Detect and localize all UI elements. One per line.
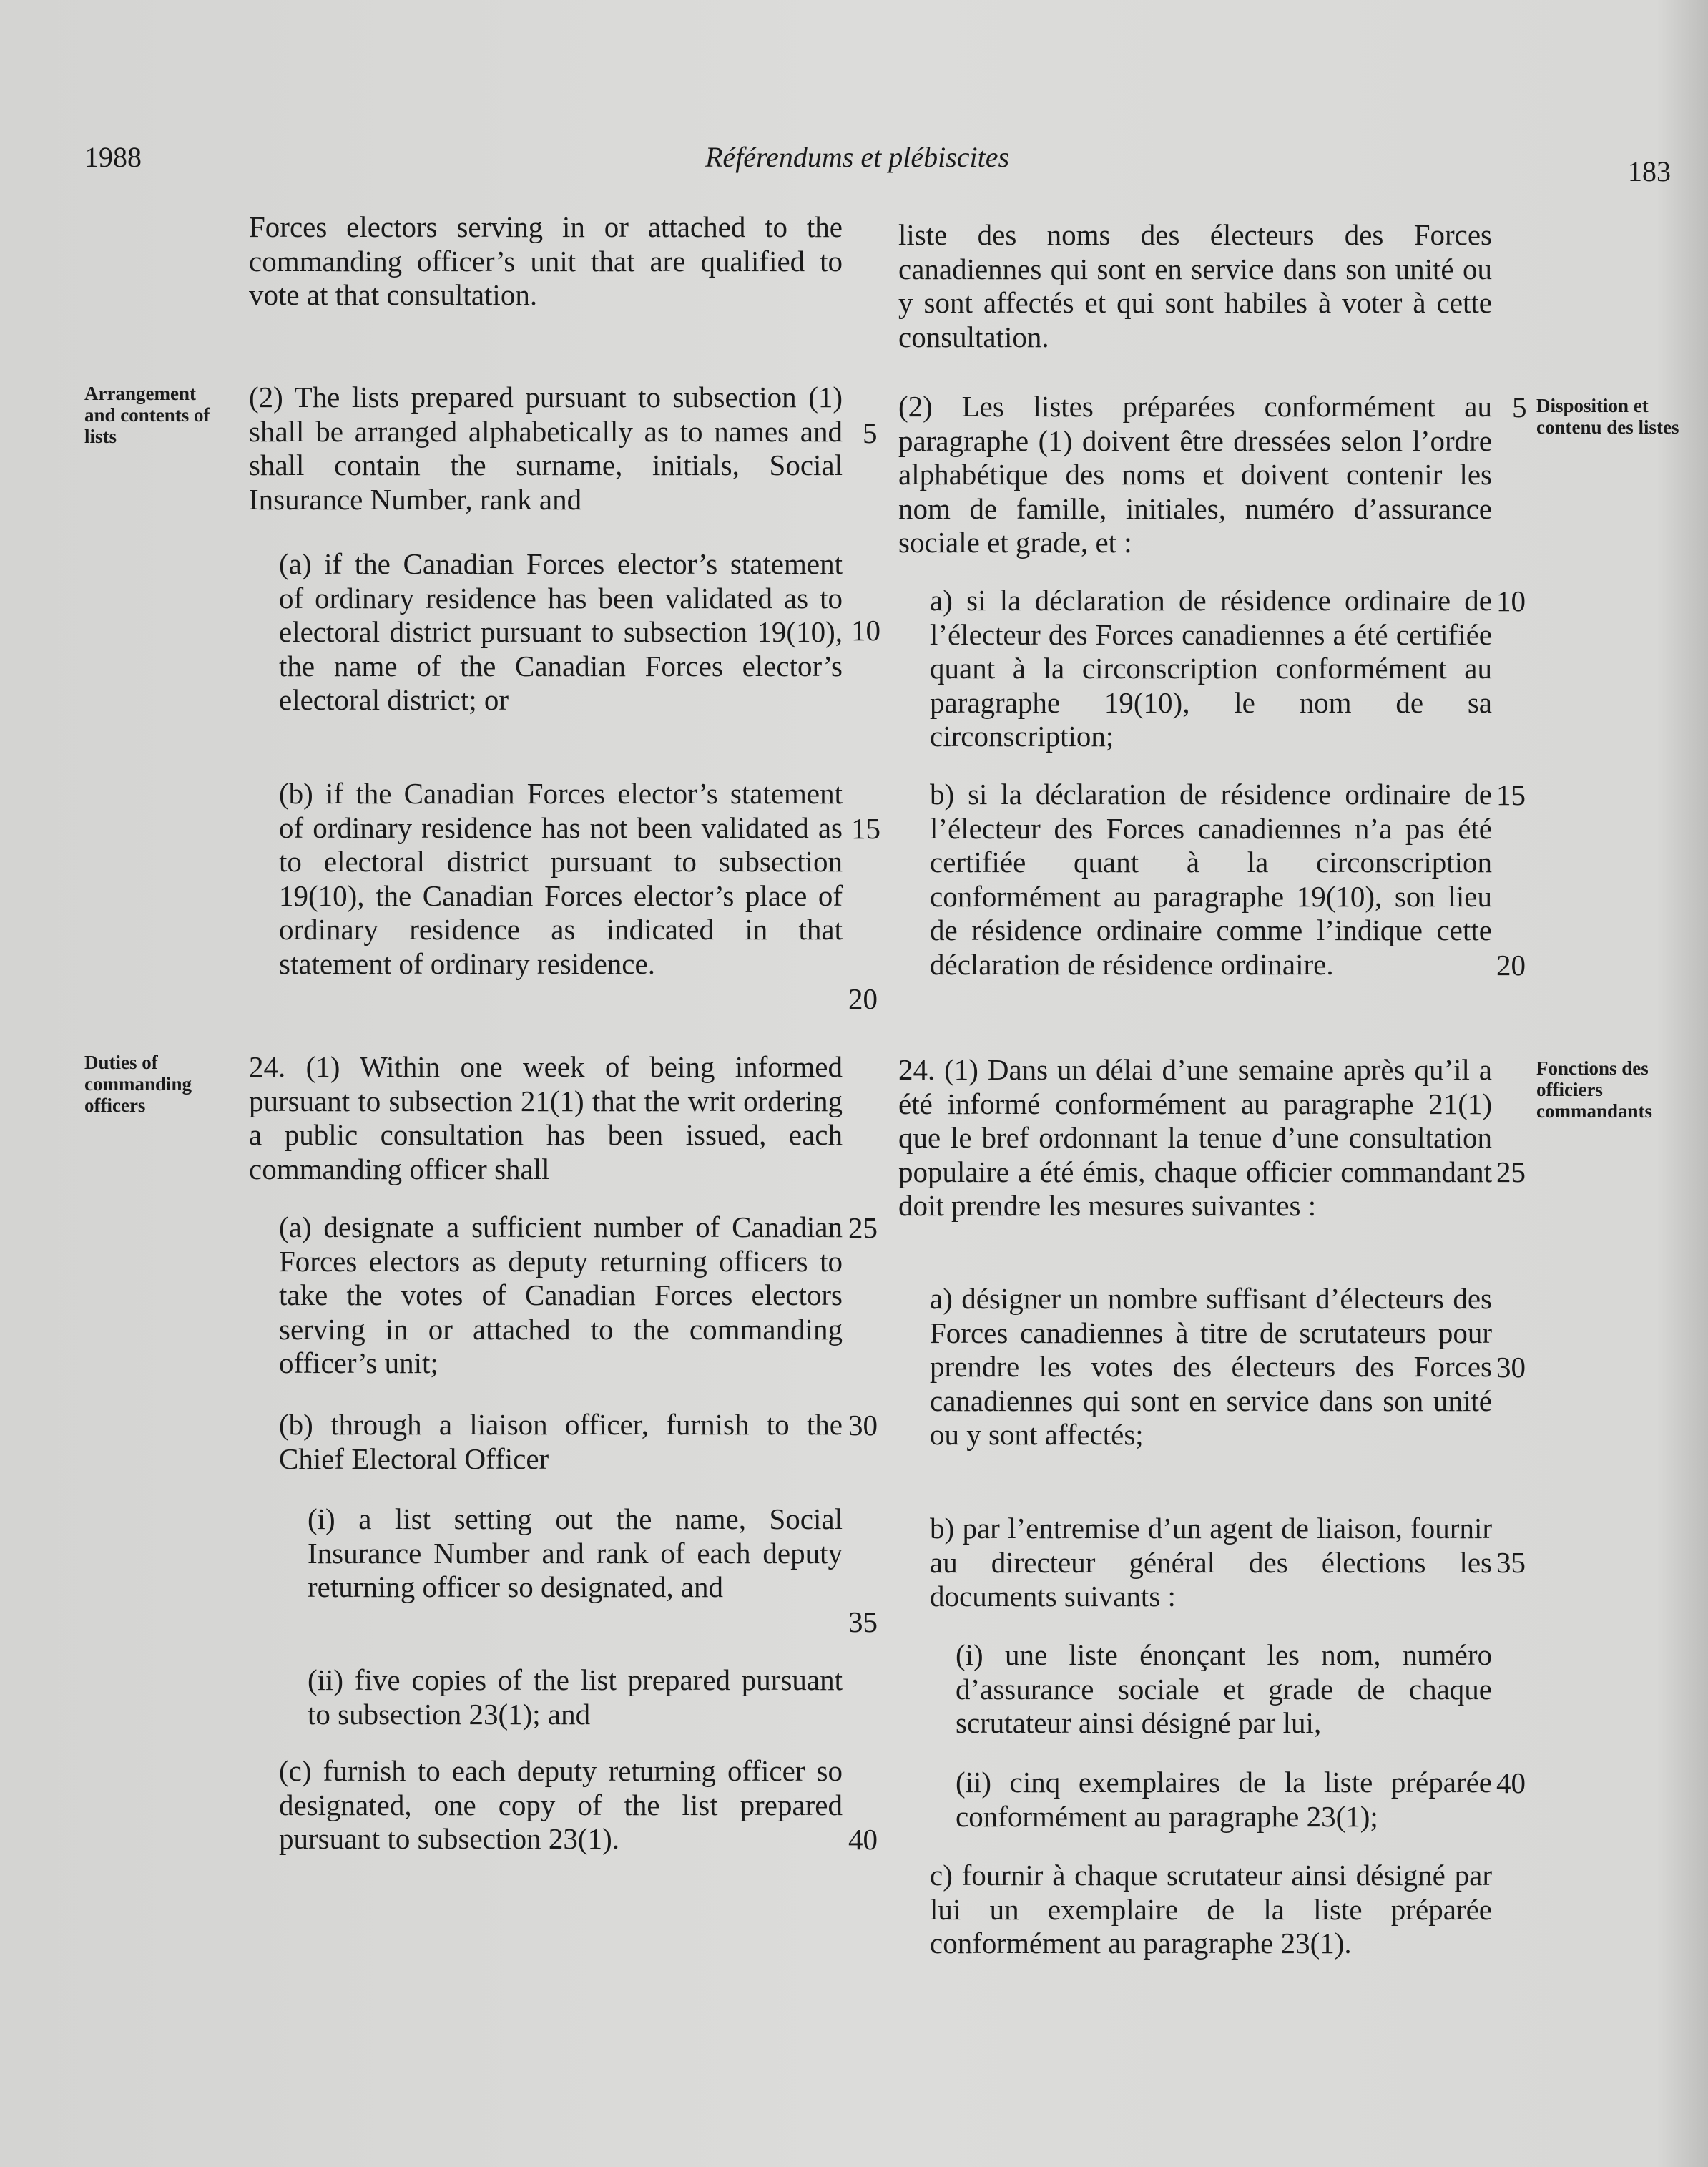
en-line-number: 40 — [848, 1823, 878, 1856]
margin-note-duties: Duties of commanding officers — [84, 1052, 192, 1116]
fr-para-24b: b) par l’entremise d’un agent de liaison, fournir au directeur général des élections les documents suivants : — [930, 1512, 1492, 1613]
fr-subpara-24bii: (ii) cinq exemplaires de la liste préparée conformément au paragraphe 23(1); — [956, 1766, 1492, 1833]
fr-intro: liste des noms des électeurs des Forces canadiennes qui sont en service dans son unité ou y sont affectés et qui sont habiles à voter à cette consultation. — [898, 218, 1492, 353]
header-year: 1988 — [84, 141, 142, 173]
margin-note-arrangement: Arrangement and contents of lists — [84, 383, 210, 447]
fr-line-number: 35 — [1496, 1546, 1526, 1579]
en-para-2a: (a) if the Canadian Forces elector’s statement of ordinary residence has been validated as to electoral district pursuant to subsection 19(10), the name of the Canadian Forces elector’s electoral district; or — [279, 547, 843, 716]
en-intro: Forces electors serving in or attached to the commanding officer’s unit that are qualified to vote at that consultation. — [249, 210, 843, 311]
en-line-number: 5 — [863, 416, 878, 449]
margin-note-fonctions: Fonctions des officiers commandants — [1536, 1057, 1653, 1122]
page-number: 183 — [1628, 155, 1671, 187]
en-line-number: 30 — [848, 1409, 878, 1442]
fr-para-2b: b) si la déclaration de résidence ordinaire de l’électeur des Forces canadiennes n’a pas été certifiée quant à la circonscription conformément au paragraphe 19(10), son lieu de résidence ordinaire comme l’indique cette déclaration de résidence ordinaire. — [930, 778, 1492, 981]
en-line-number: 35 — [848, 1605, 878, 1638]
en-subsection-2: (2) The lists prepared pursuant to subsection (1) shall be arranged alphabetically as to names and shall contain the surname, initials, Social Insurance Number, rank and — [249, 381, 843, 516]
en-line-number: 25 — [848, 1211, 878, 1244]
fr-para-24a: a) désigner un nombre suffisant d’électeurs des Forces canadiennes à titre de scrutateurs pour prendre les votes des électeurs des Forces canadiennes qui sont en service dans son unité ou y sont affectés; — [930, 1282, 1492, 1451]
fr-subsection-2: (2) Les listes préparées conformément au paragraphe (1) doivent être dressées selon l’ordre alphabétique des noms et doivent contenir les nom de famille, initiales, numéro d’assurance sociale et grade, et : — [898, 390, 1492, 559]
fr-line-number: 5 — [1512, 391, 1527, 424]
fr-line-number: 25 — [1496, 1155, 1526, 1188]
fr-line-number: 15 — [1496, 778, 1526, 811]
en-subpara-24bii: (ii) five copies of the list prepared pursuant to subsection 23(1); and — [308, 1663, 843, 1731]
en-para-24b: (b) through a liaison officer, furnish to the Chief Electoral Officer — [279, 1408, 843, 1475]
margin-note-disposition: Disposition et contenu des listes — [1536, 395, 1679, 438]
fr-subpara-24bi: (i) une liste énonçant les nom, numéro d’assurance sociale et grade de chaque scrutateur ainsi désigné par lui, — [956, 1638, 1492, 1739]
en-para-24c: (c) furnish to each deputy returning officer so designated, one copy of the list prepared pursuant to subsection 23(1). — [279, 1754, 843, 1855]
en-section-24: 24. (1) Within one week of being informed pursuant to subsection 21(1) that the writ ordering a public consultation has been issued, each commanding officer shall — [249, 1050, 843, 1185]
header-title: Référendums et plébiscites — [705, 141, 1010, 173]
fr-section-24: 24. (1) Dans un délai d’une semaine après qu’il a été informé conformément au paragraphe 21(1) que le bref ordonnant la tenue d’une consultation populaire a été émis, chaque officier commandant doit prendre les mesures suivantes : — [898, 1053, 1492, 1222]
fr-line-number: 40 — [1496, 1766, 1526, 1799]
en-subpara-24bi: (i) a list setting out the name, Social Insurance Number and rank of each deputy returning officer so designated, and — [308, 1502, 843, 1603]
en-line-number: 20 — [848, 982, 878, 1015]
fr-para-24c: c) fournir à chaque scrutateur ainsi désigné par lui un exemplaire de la liste préparée conformément au paragraphe 23(1). — [930, 1859, 1492, 1960]
fr-para-2a: a) si la déclaration de résidence ordinaire de l’électeur des Forces canadiennes a été certifiée quant à la circonscription conformément au paragraphe 19(10), le nom de sa circonscription; — [930, 584, 1492, 753]
fr-line-number: 10 — [1496, 584, 1526, 617]
fr-line-number: 20 — [1496, 949, 1526, 982]
en-line-number: 10 — [851, 614, 880, 647]
en-para-2b: (b) if the Canadian Forces elector’s statement of ordinary residence has not been validated as to electoral district pursuant to subsection 19(10), the Canadian Forces elector’s place of ordinary residence as indicated in that statement of ordinary residence. — [279, 777, 843, 980]
en-para-24a: (a) designate a sufficient number of Canadian Forces electors as deputy returning officers to take the votes of Canadian Forces electors serving in or attached to the commanding officer’s unit; — [279, 1210, 843, 1379]
fr-line-number: 30 — [1496, 1351, 1526, 1384]
en-line-number: 15 — [851, 812, 880, 845]
